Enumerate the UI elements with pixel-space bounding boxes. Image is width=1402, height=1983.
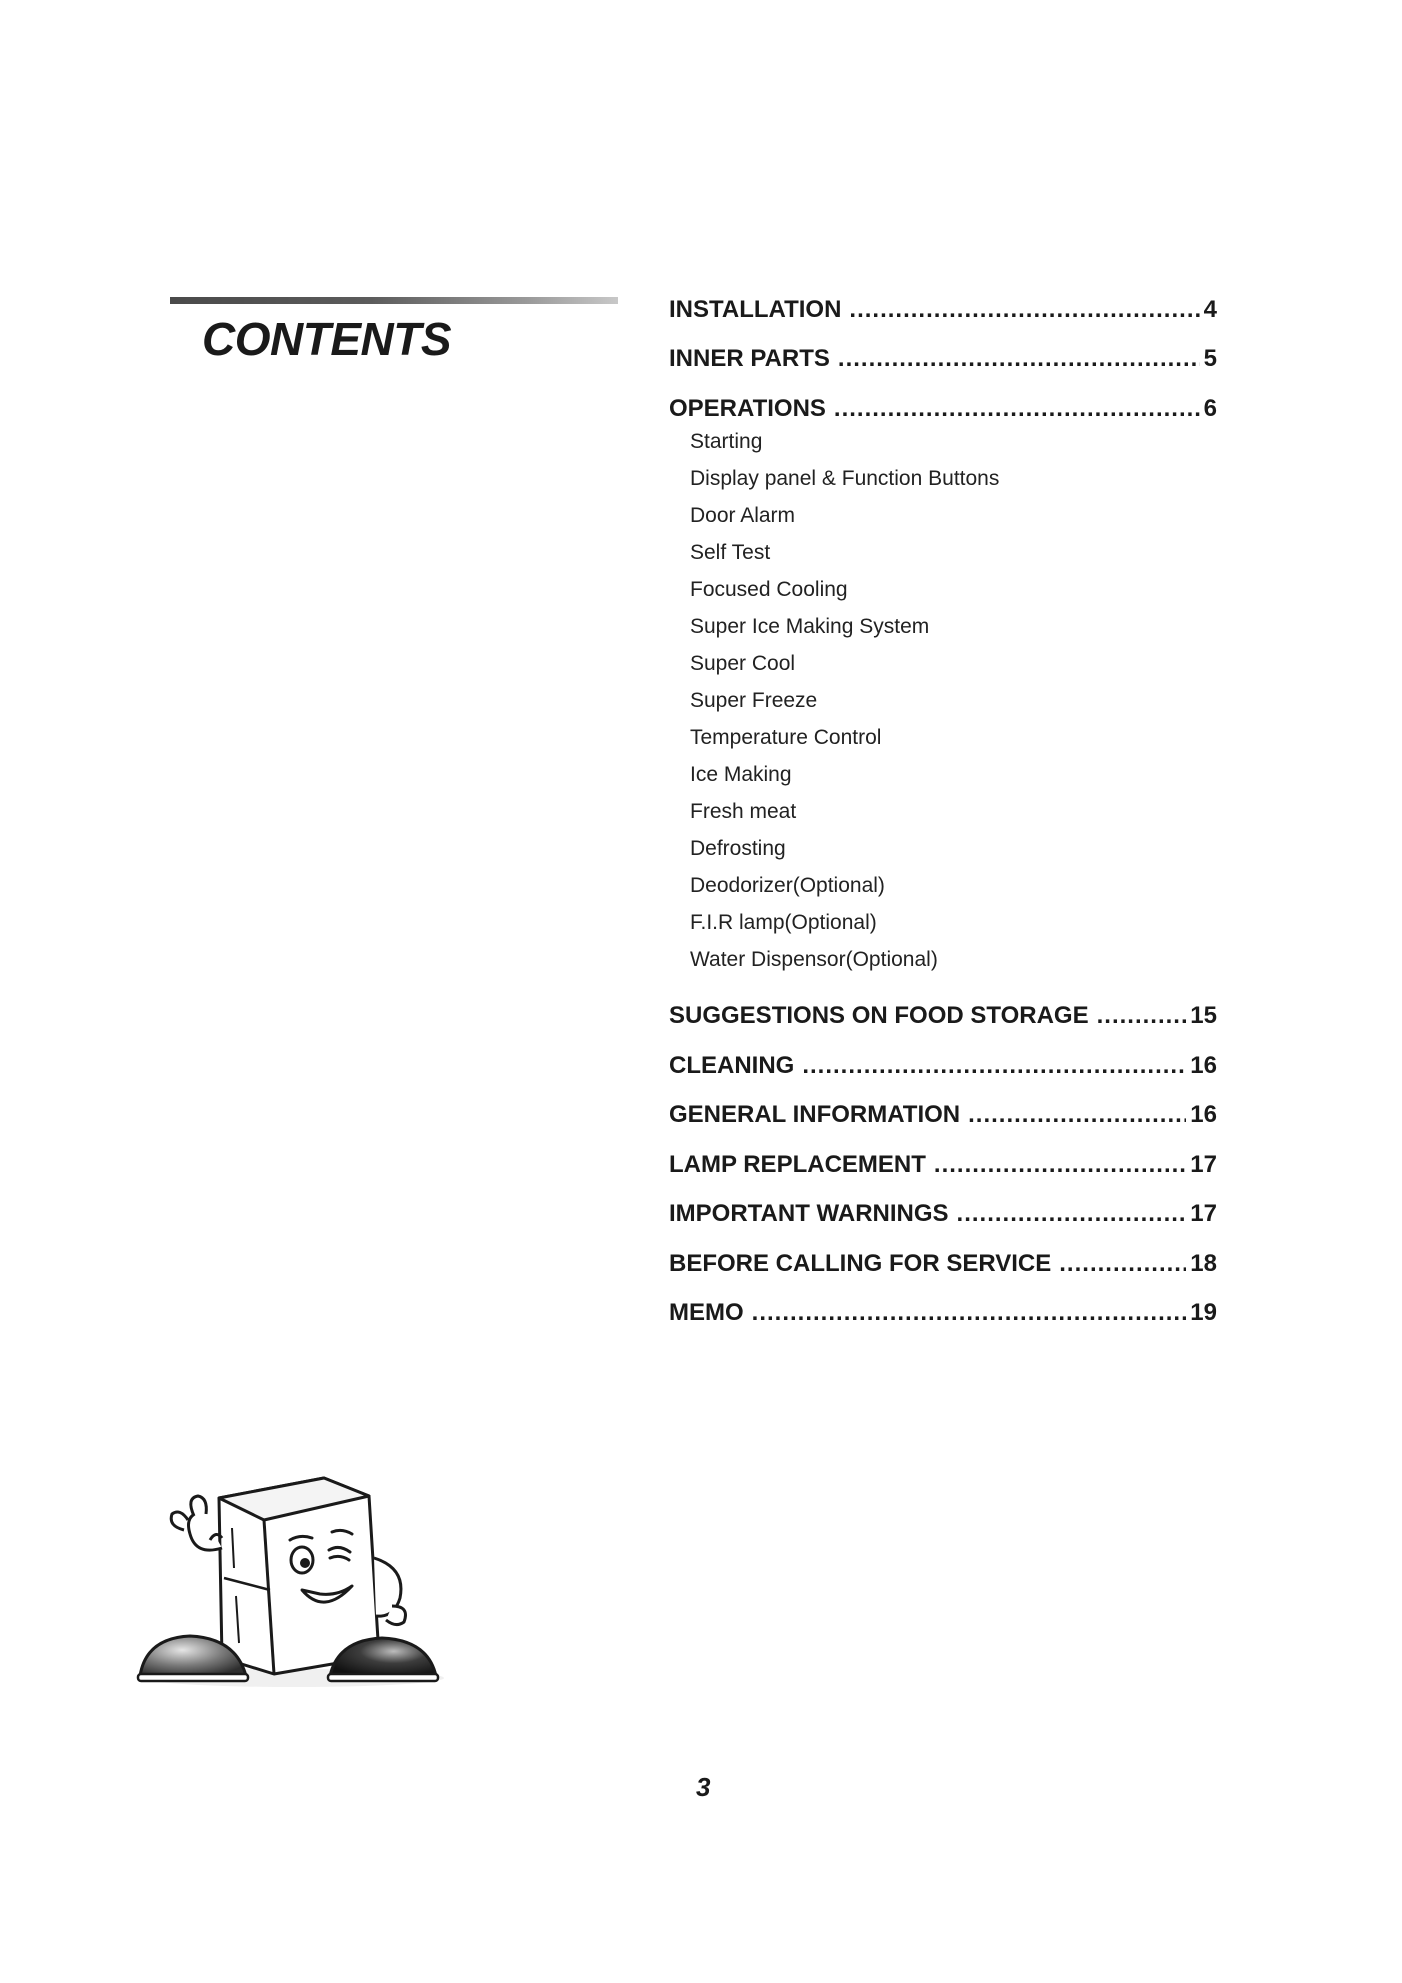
- toc-entry-page: 4: [1203, 296, 1217, 323]
- toc-subitem[interactable]: Display panel & Function Buttons: [690, 467, 1000, 490]
- title-rule: [170, 297, 618, 304]
- toc-subitem[interactable]: Ice Making: [690, 763, 792, 786]
- toc-entry-operations[interactable]: [669, 394, 1217, 424]
- toc-leader-dots: [934, 1150, 1186, 1180]
- toc-entry-general-information[interactable]: [669, 1100, 1217, 1130]
- toc-entry-label: IMPORTANT WARNINGS: [669, 1200, 949, 1227]
- toc-entry-food-storage[interactable]: [669, 1001, 1217, 1031]
- toc-subitem[interactable]: Door Alarm: [690, 504, 796, 527]
- toc-entry-lamp-replacement[interactable]: [669, 1150, 1217, 1180]
- toc-leader-dots: [957, 1199, 1187, 1229]
- toc-entry-inner-parts[interactable]: [669, 344, 1217, 374]
- toc-entry-label: BEFORE CALLING FOR SERVICE: [669, 1250, 1052, 1277]
- toc-entry-label: CLEANING: [669, 1052, 795, 1079]
- toc-entry-installation[interactable]: [669, 295, 1217, 325]
- toc-subitem[interactable]: Starting: [690, 430, 763, 453]
- page-number: 3: [696, 1772, 711, 1802]
- toc-entry-page: 19: [1190, 1299, 1217, 1326]
- refrigerator-mascot-icon: [124, 1468, 454, 1694]
- toc-entry-important-warnings[interactable]: [669, 1199, 1217, 1229]
- toc-leader-dots: [968, 1100, 1186, 1130]
- toc-entry-page: 6: [1203, 395, 1217, 422]
- toc-entry-page: 17: [1190, 1200, 1217, 1227]
- toc-entry-before-calling-for-service[interactable]: [669, 1249, 1217, 1279]
- toc-leader-dots: [802, 1051, 1186, 1081]
- toc-entry-page: 16: [1190, 1052, 1217, 1079]
- toc-subitem[interactable]: Fresh meat: [690, 800, 797, 823]
- toc-leader-dots: [752, 1298, 1187, 1328]
- toc-entry-cleaning[interactable]: [669, 1051, 1217, 1081]
- toc-entry-label: INNER PARTS: [669, 345, 830, 372]
- toc-subitem[interactable]: Super Freeze: [690, 689, 818, 712]
- toc-entry-label: GENERAL INFORMATION: [669, 1101, 961, 1128]
- page-title: CONTENTS: [202, 313, 451, 365]
- toc-entry-page: 5: [1203, 345, 1217, 372]
- toc-entry-page: 17: [1190, 1151, 1217, 1178]
- toc-subitem[interactable]: Self Test: [690, 541, 771, 564]
- toc-leader-dots: [834, 394, 1200, 424]
- toc-entry-label: OPERATIONS: [669, 395, 826, 422]
- toc-entry-label: LAMP REPLACEMENT: [669, 1151, 926, 1178]
- toc-subitem[interactable]: Temperature Control: [690, 726, 882, 749]
- toc-subitem[interactable]: Super Ice Making System: [690, 615, 930, 638]
- toc-subitem[interactable]: Super Cool: [690, 652, 796, 675]
- toc-entry-page: 18: [1190, 1250, 1217, 1277]
- toc-subitem[interactable]: F.I.R lamp(Optional): [690, 911, 877, 934]
- toc-leader-dots: [1097, 1001, 1187, 1031]
- toc-entry-label: MEMO: [669, 1299, 744, 1326]
- toc-subitem[interactable]: Water Dispensor(Optional): [690, 948, 938, 971]
- toc-subitem[interactable]: Deodorizer(Optional): [690, 874, 885, 897]
- toc-subitem[interactable]: Defrosting: [690, 837, 786, 860]
- toc-leader-dots: [1059, 1249, 1186, 1279]
- toc-entry-page: 15: [1190, 1002, 1217, 1029]
- toc-entry-label: SUGGESTIONS ON FOOD STORAGE: [669, 1002, 1089, 1029]
- toc-entry-label: INSTALLATION: [669, 296, 842, 323]
- toc-leader-dots: [849, 295, 1199, 325]
- toc-entry-memo[interactable]: [669, 1298, 1217, 1328]
- toc-entry-page: 16: [1190, 1101, 1217, 1128]
- toc-subitem[interactable]: Focused Cooling: [690, 578, 848, 601]
- toc-leader-dots: [838, 344, 1200, 374]
